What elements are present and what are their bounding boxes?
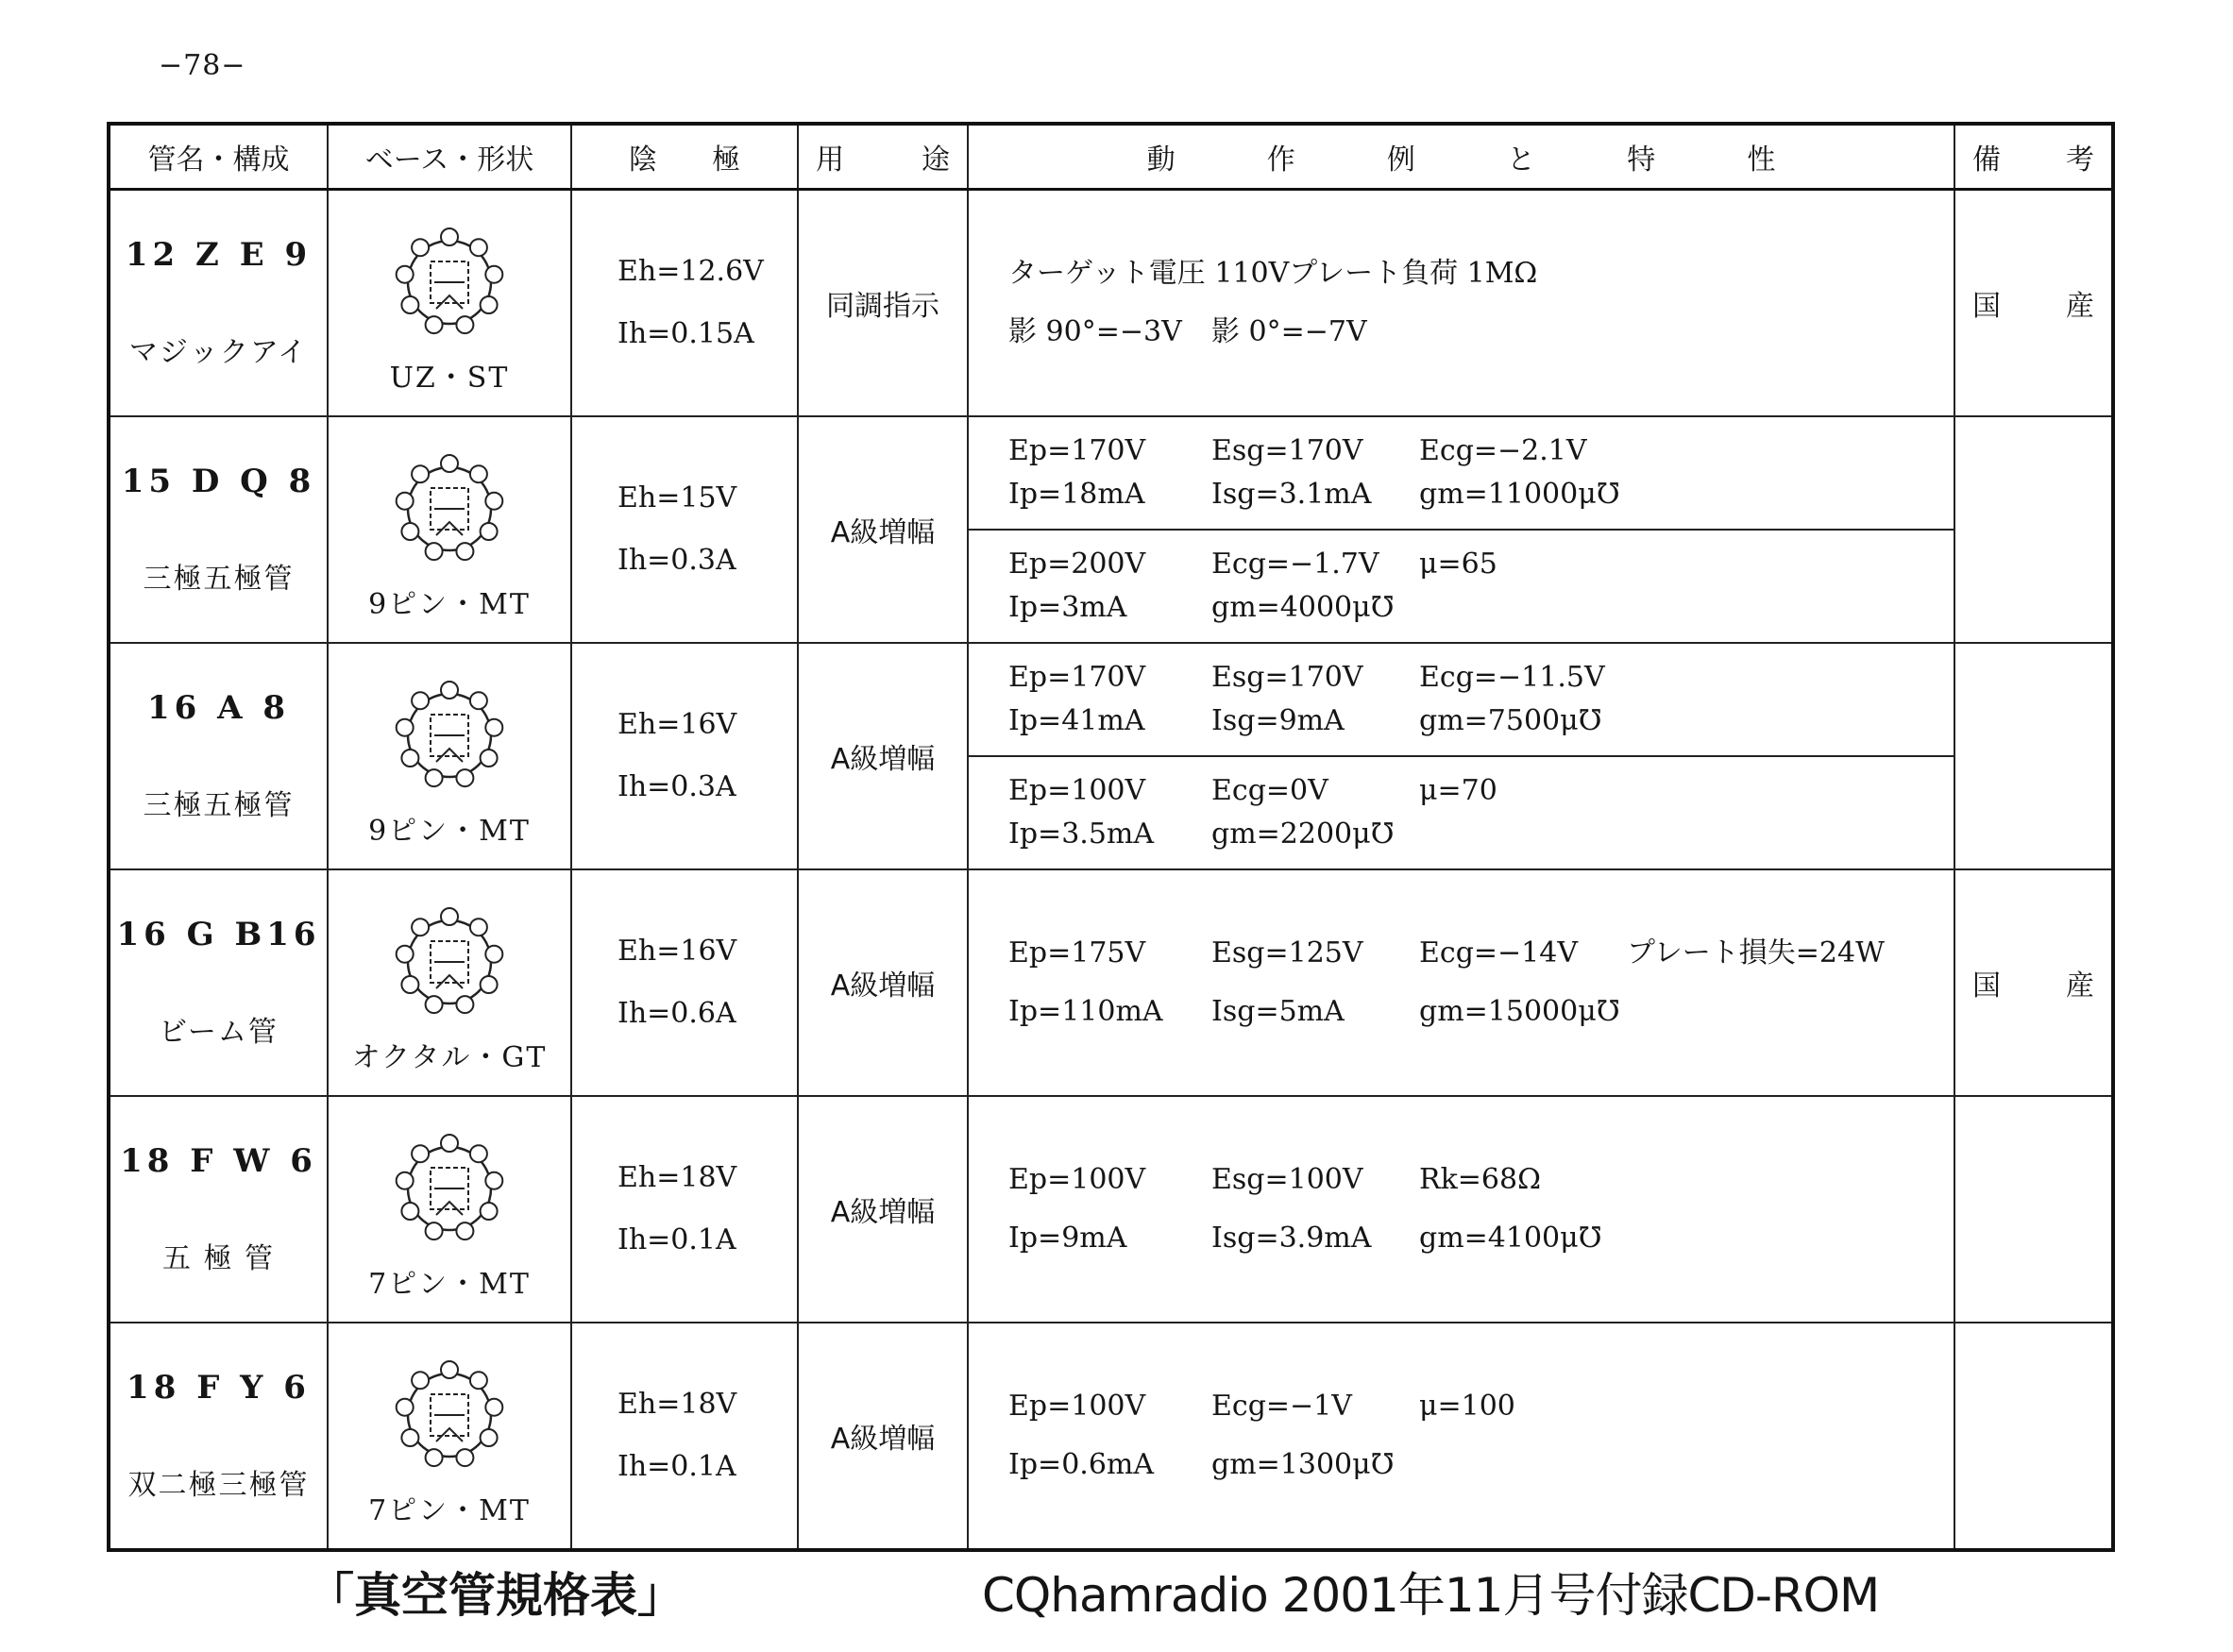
- heater-voltage: Eh=18V: [617, 1161, 737, 1194]
- page-number: −78−: [159, 49, 246, 82]
- tube-name-cell: [109, 1096, 328, 1323]
- characteristic-value: Ecg=−14V: [1419, 936, 1579, 969]
- characteristic-value: Ip=3mA: [1008, 591, 1127, 624]
- characteristic-value: Ip=9mA: [1008, 1222, 1127, 1255]
- characteristic-value: Isg=3.1mA: [1211, 478, 1372, 511]
- characteristics-block: [969, 529, 1954, 642]
- base-cell: [328, 416, 571, 643]
- heater-current: Ih=0.1A: [617, 1223, 736, 1256]
- base-pin-diagram-icon: [383, 896, 516, 1028]
- header-cathode: 陰 極: [571, 124, 798, 190]
- base-pin-diagram-icon: [383, 1349, 516, 1481]
- characteristic-value: Ip=0.6mA: [1008, 1448, 1155, 1481]
- characteristics-line: [1008, 244, 1954, 303]
- usage-cell: A級増幅: [798, 1096, 968, 1323]
- usage-cell: A級増幅: [798, 416, 968, 643]
- heater-voltage: Eh=16V: [617, 935, 737, 968]
- characteristics-line: [1008, 1377, 1954, 1436]
- characteristics-line: [1008, 924, 1954, 983]
- characteristics-block: [969, 1377, 1954, 1494]
- characteristic-value: プレート損失=24W: [1627, 936, 1885, 969]
- characteristic-value: gm=15000μ℧: [1419, 995, 1620, 1028]
- characteristics-line: [1008, 586, 1954, 630]
- characteristics-line: [1008, 1436, 1954, 1494]
- base-cell: [328, 190, 571, 417]
- characteristic-value: Ecg=−1.7V: [1211, 548, 1379, 581]
- characteristics-cell: [968, 416, 1954, 643]
- remark-text: 国: [1972, 969, 2001, 1003]
- usage-cell: A級増幅: [798, 869, 968, 1096]
- characteristics-block: [969, 244, 1954, 362]
- header-characteristics: 動 作 例 と 特 性: [968, 124, 1954, 190]
- base-cell: [328, 1323, 571, 1550]
- characteristic-value: Ep=100V: [1008, 1163, 1146, 1196]
- tube-type: 三極五極管: [143, 789, 295, 822]
- characteristic-value: Ep=200V: [1008, 548, 1146, 581]
- characteristics-line: [1008, 983, 1954, 1041]
- remarks-cell: [1954, 1096, 2113, 1323]
- characteristic-value: μ=65: [1419, 548, 1497, 581]
- characteristic-value: Ep=175V: [1008, 936, 1146, 969]
- characteristic-value: Ep=170V: [1008, 661, 1146, 694]
- header-base: ベース・形状: [328, 124, 571, 190]
- usage-cell: A級増幅: [798, 643, 968, 869]
- remarks-cell: [1954, 1323, 2113, 1550]
- characteristic-value: gm=1300μ℧: [1211, 1448, 1395, 1481]
- characteristic-value: Ep=100V: [1008, 1390, 1146, 1423]
- heater-current: Ih=0.3A: [617, 770, 736, 803]
- tube-row: [109, 1323, 2113, 1550]
- base-cell: [328, 869, 571, 1096]
- characteristics-line: [1008, 656, 1954, 700]
- base-label: 9ピン・MT: [368, 815, 531, 848]
- tube-spec-table: [107, 122, 2115, 1552]
- characteristic-value: Ip=110mA: [1008, 995, 1163, 1028]
- tube-type: ビーム管: [159, 1016, 279, 1049]
- heater-current: Ih=0.15A: [617, 317, 754, 350]
- characteristic-value: Ep=100V: [1008, 774, 1146, 807]
- characteristic-value: 影 0°=−7V: [1211, 315, 1367, 348]
- characteristic-value: Ip=41mA: [1008, 704, 1145, 737]
- footer-title: 「真空管規格表」: [307, 1568, 685, 1623]
- heater-voltage: Eh=12.6V: [617, 255, 764, 288]
- heater-current: Ih=0.3A: [617, 544, 736, 577]
- characteristic-value: プレート負荷 1MΩ: [1289, 257, 1538, 290]
- characteristics-line: [1008, 473, 1954, 516]
- base-label: 7ピン・MT: [368, 1268, 531, 1301]
- tube-name-cell: [109, 1323, 328, 1550]
- heater-current: Ih=0.1A: [617, 1450, 736, 1483]
- characteristics-line: [1008, 769, 1954, 813]
- heater-current: Ih=0.6A: [617, 997, 736, 1030]
- tube-name: 16 A 8: [146, 689, 291, 727]
- characteristics-line: [1008, 303, 1954, 362]
- characteristic-value: Isg=5mA: [1211, 995, 1345, 1028]
- characteristics-line: [1008, 813, 1954, 856]
- characteristics-line: [1008, 430, 1954, 473]
- characteristic-value: Ecg=−2.1V: [1419, 434, 1587, 467]
- characteristics-line: [1008, 1209, 1954, 1268]
- characteristics-block: [969, 417, 1954, 529]
- characteristics-line: [1008, 543, 1954, 586]
- base-pin-diagram-icon: [383, 1122, 516, 1255]
- characteristic-value: Ip=3.5mA: [1008, 818, 1155, 851]
- header-row: [109, 124, 2113, 190]
- base-label: 7ピン・MT: [368, 1494, 531, 1527]
- characteristic-value: Esg=125V: [1211, 936, 1363, 969]
- characteristics-cell: [968, 869, 1954, 1096]
- characteristic-value: 影 90°=−3V: [1008, 315, 1182, 348]
- characteristic-value: Isg=3.9mA: [1211, 1222, 1372, 1255]
- characteristics-line: [1008, 1151, 1954, 1209]
- tube-name: 15 D Q 8: [121, 463, 316, 500]
- cathode-cell: [571, 1323, 798, 1550]
- characteristics-block: [969, 644, 1954, 755]
- characteristics-block: [969, 1151, 1954, 1268]
- base-label: 9ピン・MT: [368, 588, 531, 621]
- characteristics-cell: [968, 643, 1954, 869]
- characteristic-value: Ecg=0V: [1211, 774, 1328, 807]
- characteristics-line: [1008, 700, 1954, 743]
- characteristics-cell: [968, 1096, 1954, 1323]
- tube-name: 18 F Y 6: [127, 1369, 311, 1407]
- remarks-cell: [1954, 416, 2113, 643]
- characteristic-value: gm=4000μ℧: [1211, 591, 1395, 624]
- tube-name-cell: [109, 869, 328, 1096]
- characteristic-value: Isg=9mA: [1211, 704, 1345, 737]
- remarks-cell: [1954, 643, 2113, 869]
- tube-row: [109, 643, 2113, 869]
- base-label: オクタル・GT: [351, 1041, 548, 1074]
- tube-name: 16 G B16: [116, 916, 321, 953]
- characteristic-value: μ=100: [1419, 1390, 1515, 1423]
- characteristics-block: [969, 755, 1954, 868]
- cathode-cell: [571, 190, 798, 417]
- base-pin-diagram-icon: [383, 443, 516, 575]
- tube-row: [109, 416, 2113, 643]
- header-remarks: 備 考: [1954, 124, 2113, 190]
- characteristic-value: Ecg=−11.5V: [1419, 661, 1605, 694]
- tube-name: 18 F W 6: [120, 1142, 317, 1180]
- header-name: 管名・構成: [109, 124, 328, 190]
- remarks-cell: [1954, 190, 2113, 417]
- base-pin-diagram-icon: [383, 669, 516, 801]
- base-cell: [328, 643, 571, 869]
- tube-name-cell: [109, 416, 328, 643]
- characteristic-value: μ=70: [1419, 774, 1497, 807]
- characteristic-value: ターゲット電圧 110V: [1008, 257, 1290, 290]
- characteristics-block: [969, 924, 1954, 1041]
- characteristic-value: Rk=68Ω: [1419, 1163, 1541, 1196]
- tube-type: 五 極 管: [161, 1242, 276, 1275]
- characteristic-value: Esg=170V: [1211, 434, 1363, 467]
- tube-row: [109, 869, 2113, 1096]
- characteristic-value: Ecg=−1V: [1211, 1390, 1352, 1423]
- characteristic-value: Ip=18mA: [1008, 478, 1145, 511]
- heater-voltage: Eh=18V: [617, 1388, 737, 1421]
- heater-voltage: Eh=15V: [617, 481, 737, 514]
- characteristic-value: Ep=170V: [1008, 434, 1146, 467]
- remarks-cell: [1954, 869, 2113, 1096]
- cathode-cell: [571, 643, 798, 869]
- footer-source: CQhamradio 2001年11月号付録CD-ROM: [982, 1568, 1880, 1623]
- tube-row: [109, 190, 2113, 417]
- remark-text: 国: [1972, 290, 2001, 323]
- header-usage: 用 途: [798, 124, 968, 190]
- characteristic-value: gm=11000μ℧: [1419, 478, 1620, 511]
- remark-text: 産: [2066, 290, 2094, 323]
- characteristic-value: Esg=100V: [1211, 1163, 1363, 1196]
- cathode-cell: [571, 1096, 798, 1323]
- tube-row: [109, 1096, 2113, 1323]
- characteristic-value: gm=7500μ℧: [1419, 704, 1602, 737]
- usage-cell: 同調指示: [798, 190, 968, 417]
- heater-voltage: Eh=16V: [617, 708, 737, 741]
- cathode-cell: [571, 869, 798, 1096]
- base-label: UZ・ST: [389, 362, 510, 395]
- tube-name-cell: [109, 190, 328, 417]
- characteristics-cell: [968, 190, 1954, 417]
- cathode-cell: [571, 416, 798, 643]
- characteristic-value: gm=2200μ℧: [1211, 818, 1395, 851]
- tube-type: マジックアイ: [128, 336, 309, 369]
- tube-type: 三極五極管: [143, 563, 295, 596]
- tube-type: 双二極三極管: [127, 1469, 310, 1502]
- base-pin-diagram-icon: [383, 216, 516, 348]
- characteristic-value: gm=4100μ℧: [1419, 1222, 1602, 1255]
- tube-name-cell: [109, 643, 328, 869]
- remark-text: 産: [2066, 969, 2094, 1003]
- base-cell: [328, 1096, 571, 1323]
- usage-cell: A級増幅: [798, 1323, 968, 1550]
- characteristics-cell: [968, 1323, 1954, 1550]
- tube-name: 12 Z E 9: [125, 236, 313, 274]
- characteristic-value: Esg=170V: [1211, 661, 1363, 694]
